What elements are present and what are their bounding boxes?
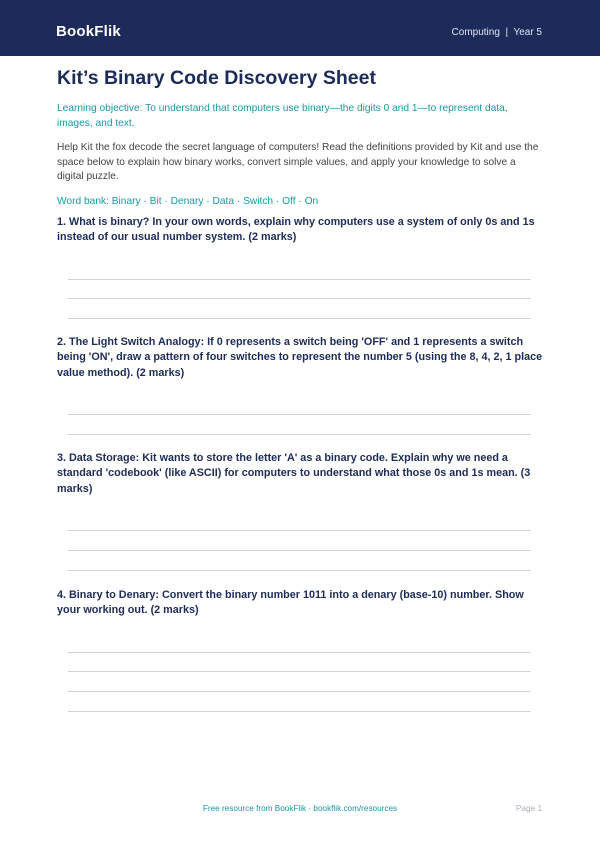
header-separator: | [505,27,509,38]
answer-line[interactable] [68,691,531,692]
question-4 [57,588,543,619]
page-number: Page 1 [516,804,542,813]
answer-line[interactable] [68,318,531,319]
answer-line[interactable] [68,711,531,712]
answer-line[interactable] [68,550,531,551]
answer-line[interactable] [68,414,531,415]
answer-line[interactable] [68,570,531,571]
page-header [0,0,600,56]
question-text: 3. Data Storage: Kit wants to store the letter 'A' as a binary code. Explain why we need a standard 'codebook' (like ASCII) for computers to understand what those 0s and 1s mean. (3 marks) [57,452,531,495]
question-text: 2. The Light Switch Analogy: If 0 represents a switch being 'OFF' and 1 represents a switch being 'ON', draw a pattern of four switches to represent the number 5 (using the 8, 4, 2, 1 place value method). (2 marks) [57,336,543,379]
brand-logo-text: BookFlik [56,23,121,40]
question-text: 4. Binary to Denary: Convert the binary number 1011 into a denary (base-10) number. Show your working out. (2 marks) [57,589,524,617]
sheet-intro [57,64,543,210]
footer-resource-link[interactable]: Free resource from BookFlik · bookflik.com/resources [202,804,398,813]
answer-line[interactable] [68,434,531,435]
answer-line[interactable] [68,298,531,299]
question-2 [57,335,543,381]
subject-label: Computing [451,27,500,38]
page-footer [0,803,600,815]
answer-line[interactable] [68,671,531,672]
year-label: Year 5 [513,27,542,38]
word-bank: Word bank: Binary · Bit · Denary · Data · Switch · Off · On [57,195,319,207]
learning-objective: Learning objective: To understand that computers use binary—the digits 0 and 1—to represent data, images, and text. [57,103,508,129]
question-3 [57,451,543,497]
answer-line[interactable] [68,279,531,280]
question-1 [57,215,543,246]
question-text: 1. What is binary? In your own words, explain why computers use a system of only 0s and 1s instead of our usual number system. (2 marks) [57,216,535,244]
header-meta [452,26,542,40]
answer-line[interactable] [68,530,531,531]
answer-line[interactable] [68,652,531,653]
page-title: Kit’s Binary Code Discovery Sheet [57,67,376,89]
intro-paragraph: Help Kit the fox decode the secret language of computers! Read the definitions provided by Kit and use the space below to explain how binary works, convert simple values, and apply your knowledge to solve a digital puzzle. [57,142,539,183]
